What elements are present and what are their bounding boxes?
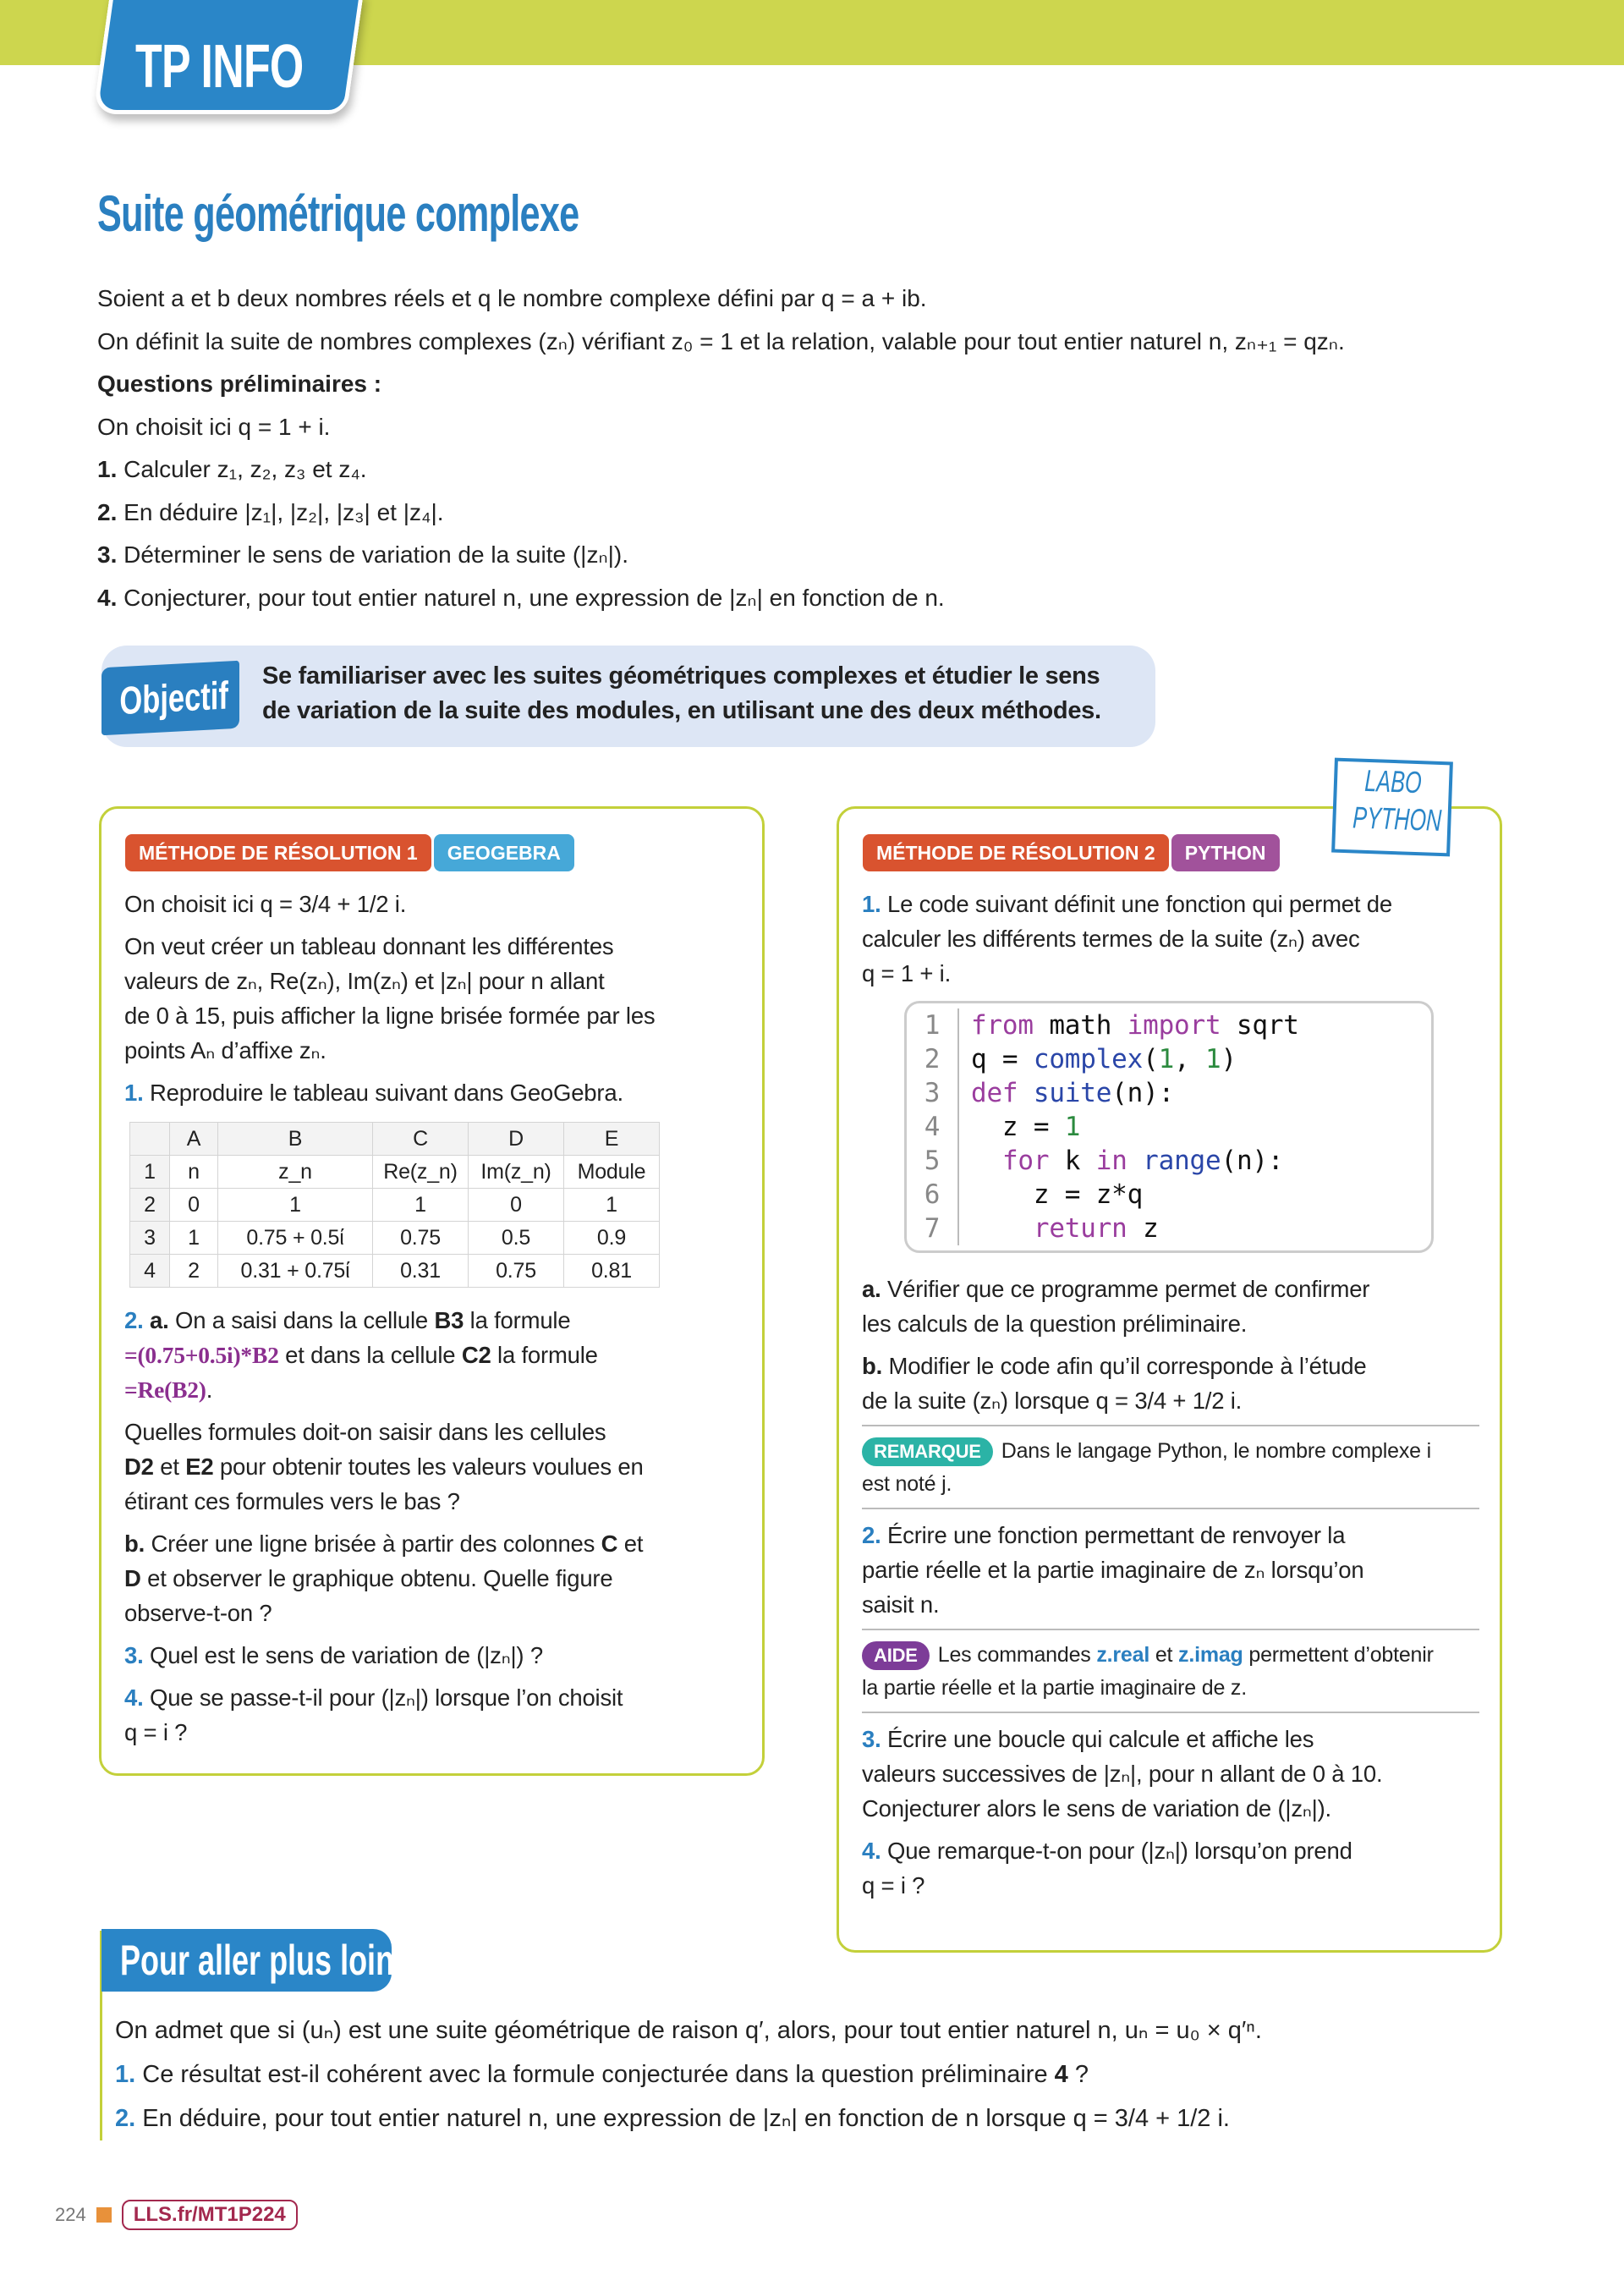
subquestion-letter: a. — [862, 1276, 881, 1302]
further-heading — [102, 1929, 395, 1992]
question-text: Conjecturer alors le sens de variation de (|zₙ|). — [862, 1795, 1331, 1822]
table-cell[interactable]: 0 — [170, 1189, 218, 1222]
question-number: 2. — [862, 1522, 881, 1548]
code-token — [971, 1144, 1002, 1178]
question-text: Reproduire le tableau suivant dans GeoGebra. — [150, 1080, 623, 1106]
table-cell[interactable]: 0.9 — [564, 1222, 660, 1255]
table-cell[interactable]: 0.5 — [469, 1222, 564, 1255]
question-text: En déduire |z₁|, |z₂|, |z₃| et |z₄|. — [123, 498, 444, 525]
code-token: ) — [1221, 1044, 1237, 1074]
remark-text: est noté j. — [862, 1472, 952, 1496]
code-line — [907, 1178, 1431, 1212]
code-token: 1 — [1204, 1044, 1221, 1074]
code-token: complex — [1033, 1044, 1144, 1074]
labo-python-stamp — [1331, 758, 1453, 857]
question-number: 4. — [862, 1838, 881, 1864]
subquestion-letter: a. — [150, 1307, 169, 1333]
table-row — [130, 1255, 660, 1288]
table-cell[interactable]: E — [564, 1123, 660, 1156]
question-text: Le code suivant définit une fonction qui permet de — [887, 891, 1392, 917]
subquestion-letter: b. — [862, 1353, 883, 1379]
question-text: ? — [1067, 2061, 1089, 2088]
question-number: 4. — [97, 584, 118, 611]
text: et — [160, 1453, 179, 1480]
code-line — [907, 1008, 1431, 1042]
table-row — [130, 1123, 660, 1156]
code-token: (n): — [1111, 1078, 1175, 1108]
method1-intro-line: valeurs de zₙ, Re(zₙ), Im(zₙ) et |zₙ| pour n allant — [124, 968, 605, 994]
column-ref: C — [601, 1530, 618, 1557]
question-number: 3. — [862, 1726, 881, 1752]
table-cell[interactable]: 0.75 — [373, 1222, 469, 1255]
code-token: z — [1127, 1213, 1159, 1244]
table-cell[interactable]: 1 — [218, 1189, 373, 1222]
formula: =Re(B2) — [124, 1377, 206, 1403]
further-title: Pour aller plus loin — [120, 1937, 395, 1984]
code-token: sqrt — [1221, 1010, 1299, 1041]
question-text: Vérifier que ce programme permet de confirmer — [887, 1276, 1370, 1302]
code-token: ( — [1143, 1044, 1159, 1074]
table-cell[interactable]: Module — [564, 1156, 660, 1189]
question-ref: 4 — [1054, 2061, 1068, 2088]
question-text: calculer les différents termes de la suite (zₙ) avec — [862, 926, 1360, 952]
objective-line: de variation de la suite des modules, en utilisant une des deux méthodes. — [262, 697, 1101, 724]
command: z.real — [1096, 1643, 1150, 1667]
code-token: k — [1049, 1146, 1096, 1176]
question-number: 1. — [97, 456, 118, 482]
question-text: Calculer z₁, z₂, z₃ et z₄. — [123, 456, 367, 482]
table-cell[interactable]: 0.75 — [469, 1255, 564, 1288]
line-number: 3 — [907, 1076, 959, 1110]
page-marker-square — [96, 2207, 112, 2223]
code-token: 1 — [1158, 1044, 1175, 1074]
code-token: in — [1095, 1146, 1127, 1176]
question-text: Conjecturer, pour tout entier naturel n, une expression de |zₙ| en fonction de n. — [123, 584, 945, 611]
question-number: 1. — [862, 891, 881, 917]
help-badge: AIDE — [862, 1641, 930, 1670]
code-line — [907, 1144, 1431, 1178]
text: observe-t-on ? — [124, 1600, 272, 1626]
question-text: Que remarque-t-on pour (|zₙ|) lorsqu’on prend — [887, 1838, 1352, 1864]
question-text: Que se passe-t-il pour (|zₙ|) lorsque l’on choisit — [150, 1684, 623, 1711]
further-intro: On admet que si (uₙ) est une suite géométrique de raison q′, alors, pour tout entier naturel n, uₙ = u₀ × q′ⁿ. — [115, 2017, 1262, 2044]
table-cell[interactable] — [130, 1123, 170, 1156]
geogebra-table — [129, 1122, 660, 1288]
column-ref: D — [124, 1565, 141, 1591]
line-number: 1 — [907, 1008, 959, 1042]
method1-choice: On choisit ici q = 3/4 + 1/2 i. — [124, 891, 407, 917]
table-row — [130, 1156, 660, 1189]
formula: =(0.75+0.5i)*B2 — [124, 1342, 279, 1368]
question-text: partie réelle et la partie imaginaire de zₙ lorsqu’on — [862, 1557, 1364, 1583]
table-cell[interactable]: 1 — [170, 1222, 218, 1255]
cell-ref: B3 — [434, 1307, 464, 1333]
intro-line: On définit la suite de nombres complexes (zₙ) vérifiant z₀ = 1 et la relation, valable pour tout entier naturel n, zₙ₊₁ = qzₙ. — [97, 327, 1345, 354]
code-token: , — [1174, 1044, 1205, 1074]
table-cell[interactable]: 0.81 — [564, 1255, 660, 1288]
method1-intro-line: points Aₙ d’affixe zₙ. — [124, 1037, 326, 1063]
question-text: Quel est le sens de variation de (|zₙ|) ? — [150, 1642, 543, 1668]
code-token — [1127, 1144, 1143, 1178]
method2-box — [837, 806, 1502, 1953]
table-cell[interactable]: n — [170, 1156, 218, 1189]
table-cell[interactable]: z_n — [218, 1156, 373, 1189]
objective-text — [262, 659, 1101, 728]
prelim-question — [97, 534, 1535, 577]
question-text: Écrire une fonction permettant de renvoyer la — [887, 1522, 1346, 1548]
line-number: 5 — [907, 1144, 959, 1178]
code-token: return — [1033, 1213, 1127, 1244]
code-token: for — [1001, 1146, 1050, 1176]
table-cell[interactable]: 4 — [130, 1255, 170, 1288]
prelim-heading: Questions préliminaires : — [97, 371, 382, 397]
code-token: z = — [971, 1112, 1065, 1142]
question-text: saisit n. — [862, 1591, 940, 1618]
question-text: Modifier le code afin qu’il corresponde à l’étude — [888, 1353, 1367, 1379]
help-text: Les commandes — [937, 1643, 1091, 1667]
table-row — [130, 1222, 660, 1255]
help-note — [862, 1639, 1479, 1705]
question-text: Déterminer le sens de variation de la suite (|zₙ|). — [123, 541, 628, 568]
remark-badge: REMARQUE — [862, 1437, 993, 1466]
line-number: 4 — [907, 1110, 959, 1144]
labo-line: PYTHON — [1352, 800, 1443, 838]
text: et — [623, 1530, 644, 1557]
method1-badge: MÉTHODE DE RÉSOLUTION 1 — [125, 834, 431, 871]
question-number: 2. — [115, 2105, 136, 2132]
intro-section — [97, 278, 1535, 619]
question-text: valeurs successives de |zₙ|, pour n allant de 0 à 10. — [862, 1761, 1383, 1787]
objective-label: Objectif — [119, 673, 228, 723]
cell-ref: D2 — [124, 1453, 154, 1480]
table-row — [130, 1189, 660, 1222]
table-cell[interactable]: A — [170, 1123, 218, 1156]
cell-ref: C2 — [461, 1342, 491, 1368]
table-cell[interactable]: B — [218, 1123, 373, 1156]
page-number: 224 — [55, 2204, 86, 2225]
labo-line: LABO — [1363, 762, 1423, 800]
further-section — [115, 2008, 1262, 2140]
method1-intro-line: de 0 à 15, puis afficher la ligne brisée formée par les — [124, 1003, 656, 1029]
table-cell[interactable]: D — [469, 1123, 564, 1156]
text: la formule — [469, 1307, 571, 1333]
text: et observer le graphique obtenu. Quelle figure — [147, 1565, 613, 1591]
text: Quelles formules doit-on saisir dans les cellules — [124, 1419, 606, 1445]
divider — [862, 1425, 1479, 1426]
remark-text: Dans le langage Python, le nombre complexe i — [1001, 1439, 1431, 1463]
line-number: 7 — [907, 1212, 959, 1245]
text: . — [206, 1377, 213, 1403]
table-cell[interactable]: 1 — [373, 1189, 469, 1222]
code-line — [907, 1212, 1431, 1245]
question-text: les calculs de la question préliminaire. — [862, 1311, 1248, 1337]
question-number: 2. — [97, 498, 118, 525]
question-number: 4. — [124, 1684, 144, 1711]
method1-intro-line: On veut créer un tableau donnant les différentes — [124, 933, 614, 959]
code-token: z = z*q — [971, 1179, 1144, 1210]
geogebra-badge: GEOGEBRA — [434, 834, 574, 871]
tp-info-label: TP INFO — [135, 33, 304, 101]
line-number: 6 — [907, 1178, 959, 1212]
page-title: Suite géométrique complexe — [97, 185, 579, 242]
method1-box — [99, 806, 765, 1776]
objective-box — [102, 646, 1155, 747]
subquestion-letter: b. — [124, 1530, 145, 1557]
lls-link[interactable]: LLS.fr/MT1P224 — [122, 2200, 298, 2230]
table-cell[interactable]: 0.31 + 0.75ί — [218, 1255, 373, 1288]
line-number: 2 — [907, 1042, 959, 1076]
code-token: def — [971, 1078, 1018, 1108]
table-cell[interactable]: 1 — [564, 1189, 660, 1222]
code-line — [907, 1076, 1431, 1110]
intro-line: Soient a et b deux nombres réels et q le nombre complexe défini par q = a + ib. — [97, 285, 927, 311]
question-text: q = i ? — [124, 1719, 188, 1745]
divider — [862, 1508, 1479, 1509]
code-token: math — [1033, 1010, 1127, 1041]
table-cell[interactable]: Im(z_n) — [469, 1156, 564, 1189]
question-text: En déduire, pour tout entier naturel n, une expression de |zₙ| en fonction de n lorsque q = 3/4 + 1/2 i. — [142, 2105, 1230, 2132]
code-token: suite — [1033, 1078, 1112, 1108]
table-cell[interactable]: 2 — [130, 1189, 170, 1222]
table-cell[interactable]: 2 — [170, 1255, 218, 1288]
divider — [862, 1629, 1479, 1630]
help-text: et — [1155, 1643, 1173, 1667]
text: et dans la cellule — [285, 1342, 456, 1368]
cell-ref: E2 — [185, 1453, 214, 1480]
divider — [862, 1712, 1479, 1713]
help-text: permettent d’obtenir — [1248, 1643, 1434, 1667]
question-number: 2. — [124, 1307, 144, 1333]
objective-badge — [102, 661, 239, 736]
method2-badge: MÉTHODE DE RÉSOLUTION 2 — [863, 834, 1169, 871]
question-number: 1. — [115, 2061, 136, 2088]
question-text: q = 1 + i. — [862, 960, 952, 986]
code-token — [1018, 1076, 1033, 1110]
remark-note — [862, 1435, 1479, 1501]
question-number: 1. — [124, 1080, 144, 1106]
table-cell[interactable]: 1 — [130, 1156, 170, 1189]
table-cell[interactable]: C — [373, 1123, 469, 1156]
command: z.imag — [1178, 1643, 1243, 1667]
question-text: de la suite (zₙ) lorsque q = 3/4 + 1/2 i. — [862, 1388, 1243, 1414]
text: Créer une ligne brisée à partir des colonnes — [151, 1530, 595, 1557]
question-text: Ce résultat est-il cohérent avec la formule conjecturée dans la question préliminaire — [142, 2061, 1048, 2088]
code-token — [971, 1212, 1034, 1245]
code-token: (n): — [1221, 1146, 1284, 1176]
table-cell[interactable]: 0.31 — [373, 1255, 469, 1288]
text: On a saisi dans la cellule — [175, 1307, 428, 1333]
prelim-question — [97, 448, 1535, 492]
code-token: 1 — [1064, 1112, 1081, 1142]
code-token: q = — [971, 1044, 1034, 1074]
table-cell[interactable]: 3 — [130, 1222, 170, 1255]
code-line — [907, 1110, 1431, 1144]
text: pour obtenir toutes les valeurs voulues en — [219, 1453, 644, 1480]
python-code-block — [904, 1001, 1434, 1253]
code-line — [907, 1042, 1431, 1076]
question-number: 3. — [124, 1642, 144, 1668]
code-token: import — [1127, 1010, 1221, 1041]
text: la formule — [497, 1342, 598, 1368]
code-token: from — [971, 1010, 1034, 1041]
code-token: range — [1143, 1146, 1221, 1176]
objective-line: Se familiariser avec les suites géométriques complexes et étudier le sens — [262, 662, 1100, 690]
prelim-question — [97, 492, 1535, 535]
table-cell[interactable]: Re(z_n) — [373, 1156, 469, 1189]
python-badge: PYTHON — [1171, 834, 1280, 871]
text: étirant ces formules vers le bas ? — [124, 1488, 460, 1514]
question-text: Écrire une boucle qui calcule et affiche les — [887, 1726, 1314, 1752]
question-text: q = i ? — [862, 1872, 925, 1899]
table-cell[interactable]: 0 — [469, 1189, 564, 1222]
help-text: la partie réelle et la partie imaginaire de z. — [862, 1676, 1247, 1700]
prelim-question — [97, 577, 1535, 620]
table-cell[interactable]: 0.75 + 0.5ί — [218, 1222, 373, 1255]
prelim-choice: On choisit ici q = 1 + i. — [97, 413, 331, 440]
question-number: 3. — [97, 541, 118, 568]
footer — [55, 2200, 298, 2230]
